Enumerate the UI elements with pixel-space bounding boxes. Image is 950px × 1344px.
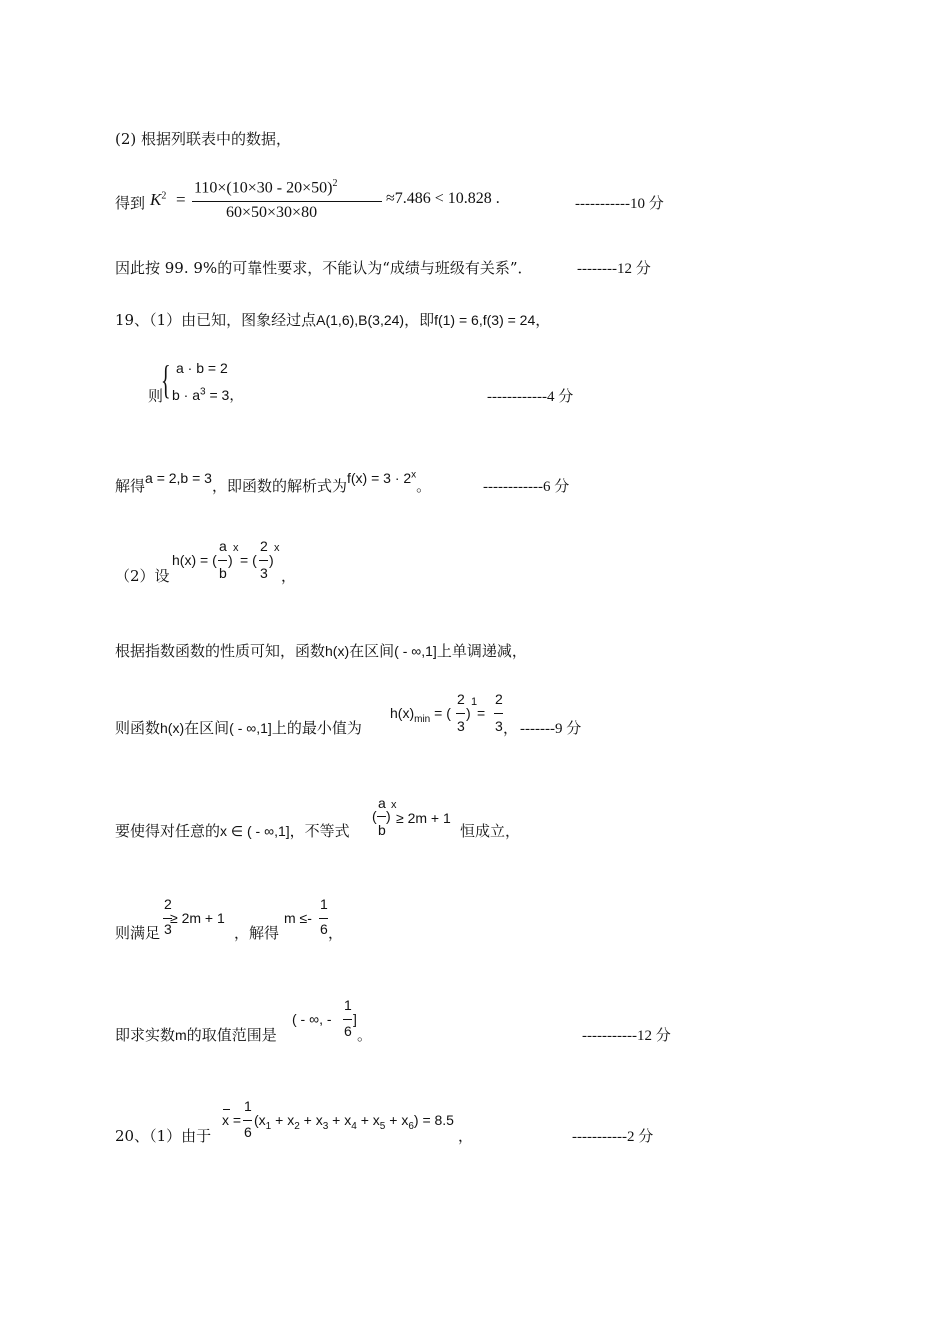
ineq-close: ) <box>386 808 391 824</box>
conclusion-text: 因此按 99. 9%的可靠性要求，不能认为“成绩与班级有关系”． <box>115 259 533 277</box>
min-line: 则函数h(x)在区间( - ∞,1]上的最小值为 <box>115 719 362 737</box>
min-eq2: = <box>477 705 486 721</box>
k2-fraction-bar <box>192 201 382 202</box>
p2-close2: ) <box>269 552 274 568</box>
q20-lead: 20、（1）由于 <box>115 1127 212 1145</box>
p2-frac-b: b <box>219 565 227 581</box>
ineq-line: 要使得对任意的x ∈ ( - ∞,1]，不等式 <box>115 822 350 840</box>
p2-close: ) <box>228 552 233 568</box>
p2-frac-2: 2 <box>260 538 268 554</box>
range-frac-1: 1 <box>344 997 352 1013</box>
p2-exp2: x <box>274 542 280 554</box>
ineq-end: 恒成立， <box>460 822 521 840</box>
min-exp: 1 <box>471 696 478 708</box>
range-close: ] <box>353 1011 357 1027</box>
sat-frac-3: 3 <box>164 921 172 937</box>
p2-exp: x <box>233 542 239 554</box>
p2-frac-a: a <box>219 538 227 554</box>
p2-lead: （2）设 <box>115 567 170 585</box>
score-2: -----------2 分 <box>572 1129 654 1145</box>
min-r-bar <box>494 713 503 714</box>
range-end: 。 <box>357 1026 373 1044</box>
min-frac-3: 3 <box>457 718 465 734</box>
k2-result: ≈7.486 < 10.828 . <box>386 190 500 207</box>
q20-xbar: x = <box>222 1112 242 1128</box>
k2-numerator: $110\times(10\times 30 - 20\times 50)^2$ <box>194 178 338 197</box>
score-12a: --------12 分 <box>577 261 651 277</box>
ineq-rhs: ≥ 2m + 1 <box>396 810 451 826</box>
sat-frac-6: 6 <box>320 921 328 937</box>
sat-rhs: ≥ 2m + 1 <box>170 910 225 926</box>
min-r2: 2 <box>495 691 503 707</box>
p2-frac2-bar <box>259 560 268 561</box>
p2-frac-3: 3 <box>260 565 268 581</box>
score-12b: -----------12 分 <box>582 1028 671 1044</box>
xbar-bar <box>223 1109 230 1110</box>
sat-frac2-bar <box>319 918 328 919</box>
k2-eq: = <box>176 190 186 209</box>
system-lead: 则 <box>148 387 164 405</box>
k2-lead: 得到 <box>115 194 146 212</box>
q20-sum: $(x_1 + x_2 + x_3 + x_4 + x_5 + x_6) = 8.5$ <box>254 1112 454 1132</box>
min-expr: $h(x)_{min}$ = ( <box>390 705 451 725</box>
p2-h: h(x) = ( <box>172 552 217 568</box>
min-frac-2: 2 <box>457 691 465 707</box>
sat-m: m ≤- <box>284 910 312 926</box>
q20-frac-1: 1 <box>244 1098 252 1114</box>
system-eq2: $b \cdot a^3 = 3$， <box>172 386 244 404</box>
mono-line: 根据指数函数的性质可知，函数h(x)在区间( - ∞,1]上单调递减， <box>115 642 527 660</box>
range-frac-bar <box>343 1019 352 1020</box>
k2-denominator: 60×50×30×80 <box>226 204 318 221</box>
k2-symbol: $K^2$ <box>150 190 167 209</box>
range-open: ( - ∞, - <box>292 1011 332 1027</box>
q20-frac-6: 6 <box>244 1124 252 1140</box>
system-eq1: a · b = 2 <box>176 360 228 376</box>
range-frac-6: 6 <box>344 1023 352 1039</box>
min-frac-bar <box>456 713 465 714</box>
p2-end: ， <box>281 567 297 585</box>
sat-end: ， <box>328 924 344 942</box>
score-9: -------9 分 <box>520 721 582 737</box>
min-r3: 3 <box>495 718 503 734</box>
q20-end: ， <box>458 1127 474 1145</box>
score-4: ------------4 分 <box>487 389 574 405</box>
part2-intro: (2) 根据列联表中的数据， <box>115 130 292 148</box>
min-end: ， <box>503 719 519 737</box>
score-10: -----------10 分 <box>575 196 664 212</box>
solve-line: 解得a = 2,b = 3，即函数的解析式为$f(x) = 3 \cdot 2^x$。 <box>115 469 432 495</box>
ineq-frac-a: a <box>378 795 386 811</box>
sat-mid: ，解得 <box>234 924 280 942</box>
min-close: ) <box>466 705 471 721</box>
q19-line1: 19、（1）由已知，图象经过点A(1,6),B(3,24)，即f(1) = 6,f(3) = 24， <box>115 311 551 329</box>
ineq-open: ( <box>372 808 377 824</box>
sat-frac-2: 2 <box>164 896 172 912</box>
ineq-frac-b: b <box>378 822 386 838</box>
ineq-frac-bar <box>377 816 386 817</box>
p2-frac-bar <box>218 560 227 561</box>
range-line: 即求实数m的取值范围是 <box>115 1026 277 1044</box>
brace-icon: { <box>161 357 171 402</box>
sat-lead: 则满足 <box>115 924 161 942</box>
score-6: ------------6 分 <box>483 479 570 495</box>
ineq-exp: x <box>391 799 397 811</box>
p2-eq: = ( <box>240 552 257 568</box>
sat-frac-1: 1 <box>320 896 328 912</box>
q20-frac-bar <box>243 1120 252 1121</box>
